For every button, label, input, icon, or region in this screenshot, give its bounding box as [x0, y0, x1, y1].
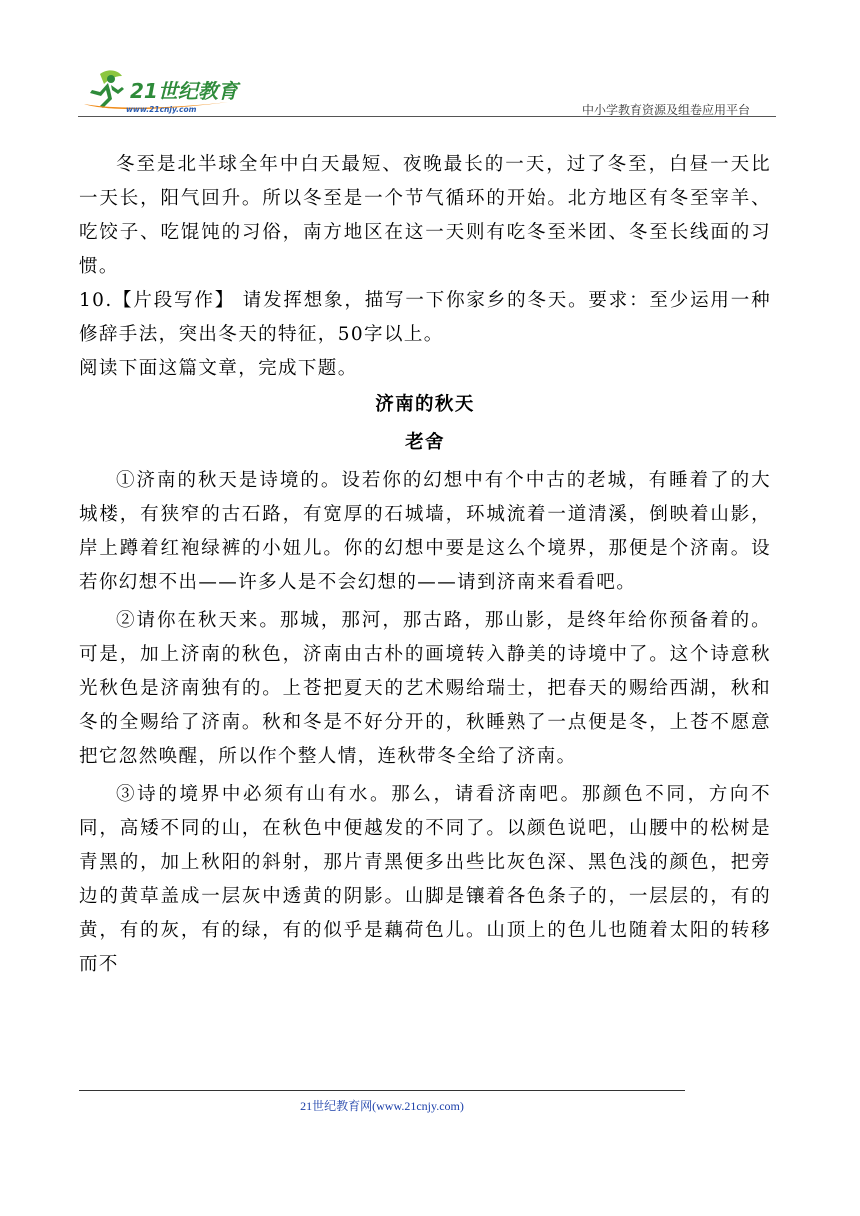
logo-url: www.21cnjy.com: [126, 105, 197, 114]
document-body: [79, 148, 771, 982]
reading-prompt: 阅读下面这篇文章，完成下题。: [79, 358, 358, 379]
header-tagline: 中小学教育资源及组卷应用平台: [581, 103, 750, 117]
header-divider: [78, 116, 776, 117]
article-title: 济南的秋天: [375, 394, 475, 415]
article-paragraph-3: ③诗的境界中必须有山有水。那么，请看济南吧。那颜色不同，方向不同，高矮不同的山，在秋色中便越发的不同了。以颜色说吧，山腰中的松树是青黑的，加上秋阳的斜射，那片青黑便多出些比灰色深、黑色浅的颜色，把旁边的黄草盖成一层灰中透黄的阴影。山脚是镶着各色条子的，一层层的，有的黄，有的灰，有的绿，有的似乎是藕荷色儿。山顶上的色儿也随着太阳的转移而不: [79, 784, 771, 975]
page-header: [78, 68, 778, 118]
article-paragraph-1: ①济南的秋天是诗境的。设若你的幻想中有个中古的老城，有睡着了的大城楼，有狭窄的古石路，有宽厚的石城墙，环城流着一道清溪，倒映着山影，岸上蹲着红袍绿裤的小妞儿。你的幻想中要是这么个境界，那便是个济南。设若你幻想不出——许多人是不会幻想的——请到济南来看看吧。: [79, 470, 771, 593]
question-10: 10.【片段写作】 请发挥想象，描写一下你家乡的冬天。要求：至少运用一种修辞手法，突出冬天的特征，50字以上。: [79, 290, 771, 345]
intro-paragraph: 冬至是北半球全年中白天最短、夜晚最长的一天，过了冬至，白昼一天比一天长，阳气回升。所以冬至是一个节气循环的开始。北方地区有冬至宰羊、吃饺子、吃馄饨的习俗，南方地区在这一天则有吃冬至米团、冬至长线面的习惯。: [79, 154, 771, 277]
logo-text: 21世纪教育: [130, 79, 238, 103]
site-logo: [78, 68, 248, 114]
footer-divider: [79, 1090, 685, 1091]
article-author: 老舍: [405, 432, 445, 453]
article-paragraph-2: ②请你在秋天来。那城，那河，那古路，那山影，是终年给你预备着的。可是，加上济南的秋色，济南由古朴的画境转入静美的诗境中了。这个诗意秋光秋色是济南独有的。上苍把夏天的艺术赐给瑞士，把春天的赐给西湖，秋和冬的全赐给了济南。秋和冬是不好分开的，秋睡熟了一点便是冬，上苍不愿意把它忽然唤醒，所以作个整人情，连秋带冬全给了济南。: [79, 610, 771, 767]
footer-text: 21世纪教育网(www.21cnjy.com): [300, 1099, 464, 1113]
